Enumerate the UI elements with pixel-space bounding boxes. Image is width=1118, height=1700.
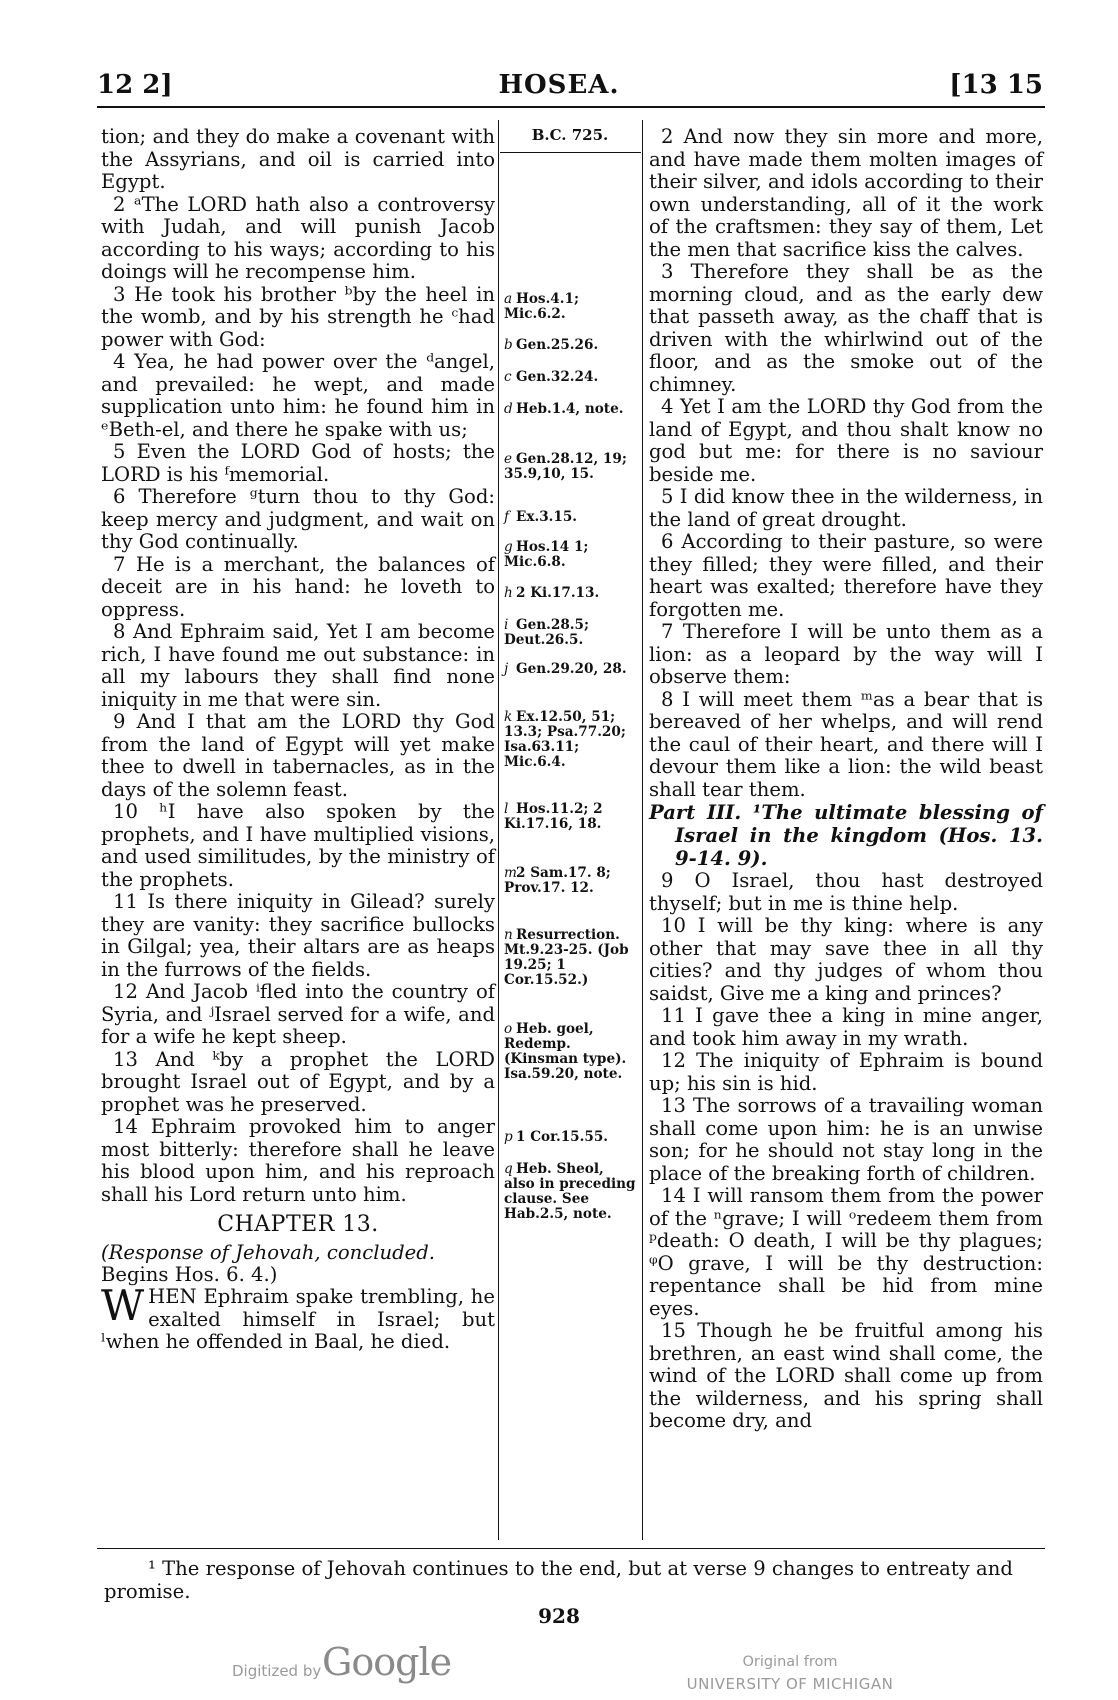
- margin-note-i: [504, 618, 636, 648]
- margin-divider-right: [642, 120, 643, 1540]
- margin-note-text: Heb. goel, Redemp. (Kinsman type). Isa.59.20, note.: [504, 1021, 627, 1082]
- margin-note-letter: n: [504, 927, 513, 943]
- verse-12-12: 12 And Jacob ⁱfled into the country of Syria, and ʲIsrael served for a wife, and for a wife he kept sheep.: [101, 980, 495, 1048]
- verse-13-4: 4 Yet I am the LORD thy God from the land of Egypt, and thou shalt know no god but me: for there is no saviour beside me.: [649, 395, 1043, 486]
- verse-13-15: 15 Though he be fruitful among his brethren, an east wind shall come, the wind of the LORD shall come up from the wilderness, and his spring shall become dry, and: [649, 1319, 1043, 1432]
- margin-references-column: [504, 126, 636, 1222]
- margin-note-d: [504, 402, 636, 417]
- chapter-subtitle: (Response of Jehovah, concluded.: [101, 1240, 436, 1264]
- verse-13-2: 2 And now they sin more and more, and have made them molten images of their silver, and idols according to their own understanding, all of it the work of the craftsmen: they say of them, Let the men that sacrifice kiss the calves.: [649, 125, 1043, 261]
- margin-note-text: 2 Ki.17.13.: [516, 585, 600, 601]
- verse-12-3: 3 He took his brother ᵇby the heel in the womb, and by his strength he ᶜhad power with God:: [101, 282, 495, 351]
- verse-13-7: 7 Therefore I will be unto them as a lion: as a leopard by the way will I observe them:: [649, 620, 1043, 688]
- margin-note-letter: f: [504, 509, 510, 525]
- verse-13-6: 6 According to their pasture, so were they filled; they were filled, and their heart was exalted; therefore have they forgotten me.: [649, 530, 1043, 621]
- verse-12-6: 6 Therefore ᵍturn thou to thy God: keep mercy and judgment, and wait on thy God continually.: [101, 485, 495, 553]
- margin-note-letter: e: [504, 451, 513, 467]
- verse-13-8: 8 I will meet them ᵐas a bear that is bereaved of her whelps, and will rend the caul of their heart, and there will I devour them like a lion: the wild beast shall tear them.: [649, 687, 1043, 801]
- margin-note-a: [504, 292, 636, 322]
- margin-note-letter: l: [504, 801, 509, 817]
- margin-note-g: [504, 540, 636, 570]
- margin-note-letter: m: [504, 865, 517, 881]
- header-chapter-verse-start: 12 2]: [97, 70, 173, 100]
- margin-note-text: 2 Sam.17. 8; Prov.17. 12.: [504, 865, 611, 896]
- margin-note-text: Gen.28.5; Deut.26.5.: [504, 617, 590, 648]
- margin-note-text: Gen.25.26.: [516, 337, 599, 353]
- margin-note-text: Gen.28.12, 19; 35.9,10, 15.: [504, 451, 627, 482]
- margin-note-letter: o: [504, 1021, 513, 1037]
- left-text-column: [101, 126, 495, 1354]
- margin-note-letter: q: [504, 1161, 513, 1177]
- verse-12-8: 8 And Ephraim said, Yet I am become rich, I have found me out substance: in all my labours they shall find none iniquity in me that were sin.: [101, 620, 495, 711]
- margin-note-letter: h: [504, 585, 513, 601]
- margin-note-e: [504, 452, 636, 482]
- verse-13-12: 12 The iniquity of Ephraim is bound up; his sin is hid.: [649, 1049, 1043, 1095]
- verse-13-10: 10 I will be thy king: where is any other that may save thee in all thy cities? and thy judges of whom thou saidst, Give me a king and princes?: [649, 914, 1043, 1005]
- margin-note-text: Ex.3.15.: [516, 509, 578, 525]
- margin-divider-left: [498, 120, 499, 1540]
- verse-13-11: 11 I gave thee a king in mine anger, and took him away in my wrath.: [649, 1004, 1043, 1050]
- original-from-label: Original from: [742, 1654, 838, 1670]
- margin-note-text: Ex.12.50, 51; 13.3; Psa.77.20; Isa.63.11; Mic.6.4.: [504, 709, 626, 770]
- margin-note-letter: p: [504, 1129, 513, 1145]
- margin-note-k: [504, 710, 636, 770]
- margin-note-text: 1 Cor.15.55.: [516, 1129, 609, 1145]
- page-number: 928: [538, 1604, 580, 1628]
- verse-12-4: 4 Yea, he had power over the ᵈangel, and prevailed: he wept, and made supplication unto him: he found him in ᵉBeth-el, and there he spake with us;: [101, 350, 495, 441]
- library-name: UNIVERSITY OF MICHIGAN: [686, 1675, 894, 1693]
- verse-12-13: 13 And ᵏby a prophet the LORD brought Israel out of Egypt, and by a prophet was he preserved.: [101, 1047, 495, 1116]
- margin-note-text: Resurrection. Mt.9.23-25. (Job 19.25; 1 Cor.15.52.): [504, 927, 629, 988]
- margin-note-q: [504, 1162, 636, 1222]
- verse-13-13: 13 The sorrows of a travailing woman shall come upon him: he is an unwise son; for he should not stay long in the place of the breaking forth of children.: [649, 1094, 1043, 1185]
- verse-13-14: 14 I will ransom them from the power of the ⁿgrave; I will ᵒredeem them from ᵖdeath: O death, I will be thy plagues; ᵠO grave, I will be thy destruction: repentance shall be hid from mine eyes.: [649, 1184, 1043, 1320]
- margin-note-text: Hos.11.2; 2 Ki.17.16, 18.: [504, 801, 603, 832]
- margin-note-b: [504, 338, 636, 353]
- margin-note-l: [504, 802, 636, 832]
- section-heading-part-iii: Part III. ¹The ultimate blessing of Israel in the kingdom (Hos. 13. 9-14. 9).: [649, 801, 1043, 870]
- margin-note-letter: k: [504, 709, 513, 725]
- chapter-subtitle-reference: Begins Hos. 6. 4.): [101, 1262, 278, 1286]
- chapter-heading: CHAPTER 13.: [217, 1212, 379, 1237]
- margin-note-j: [504, 662, 636, 677]
- margin-note-h: [504, 586, 636, 601]
- google-logo: Google: [322, 1640, 452, 1684]
- margin-note-m: [504, 866, 636, 896]
- margin-note-letter: j: [504, 661, 509, 677]
- margin-note-letter: g: [504, 539, 513, 555]
- footnote-rule: [97, 1548, 1045, 1549]
- verse-13-1-text: HEN Ephraim spake trembling, he exalted himself in Israel; but ˡwhen he offended in Baal, he died.: [101, 1285, 495, 1353]
- margin-note-text: Hos.14 1; Mic.6.8.: [504, 539, 589, 570]
- margin-note-n: [504, 928, 636, 988]
- header-rule: [97, 106, 1045, 108]
- footnote: ¹ The response of Jehovah continues to the end, but at verse 9 changes to entreaty and promise.: [104, 1557, 1013, 1603]
- margin-date-rule: [500, 152, 641, 153]
- margin-note-text: Hos.4.1; Mic.6.2.: [504, 291, 579, 322]
- drop-cap: W: [101, 1281, 145, 1330]
- margin-note-text: Heb.1.4, note.: [516, 401, 624, 417]
- verse-12-11: 11 Is there iniquity in Gilead? surely they are vanity: they sacrifice bullocks in Gilgal; yea, their altars are as heaps in the furrows of the fields.: [101, 890, 495, 981]
- margin-note-text: Gen.29.20, 28.: [516, 661, 627, 677]
- margin-note-c: [504, 370, 636, 385]
- margin-note-p: [504, 1130, 636, 1145]
- verse-12-10: 10 ʰI have also spoken by the prophets, and I have multiplied visions, and used similitudes, by the ministry of the prophets.: [101, 800, 495, 891]
- verse-12-14: 14 Ephraim provoked him to anger most bitterly: therefore shall he leave his blood upon him, and his reproach shall his Lord return unto him.: [101, 1115, 495, 1206]
- margin-note-text: Heb. Sheol, also in preceding clause. See Hab.2.5, note.: [504, 1161, 636, 1222]
- header-chapter-verse-end: [13 15: [949, 70, 1043, 100]
- margin-note-f: [504, 510, 636, 525]
- verse-12-5: 5 Even the LORD God of hosts; the LORD is his ᶠmemorial.: [101, 440, 495, 486]
- margin-note-letter: b: [504, 337, 513, 353]
- right-text-column: [649, 126, 1043, 1433]
- margin-note-letter: c: [504, 369, 512, 385]
- margin-note-letter: i: [504, 617, 509, 633]
- margin-date: B.C. 725.: [531, 126, 609, 144]
- verse-13-1: [101, 1281, 495, 1354]
- verse-12-9: 9 And I that am the LORD thy God from the land of Egypt will yet make thee to dwell in tabernacles, as in the days of the solemn feast.: [101, 710, 495, 801]
- margin-note-text: Gen.32.24.: [516, 369, 599, 385]
- verse-12-1-continued: tion; and they do make a covenant with the Assyrians, and oil is carried into Egypt.: [101, 125, 495, 193]
- page-title: HOSEA.: [498, 70, 620, 100]
- verse-12-7: 7 He is a merchant, the balances of deceit are in his hand: he loveth to oppress.: [101, 552, 495, 621]
- margin-note-letter: d: [504, 401, 513, 417]
- verse-13-5: 5 I did know thee in the wilderness, in the land of great drought.: [649, 485, 1043, 531]
- verse-13-9: 9 O Israel, thou hast destroyed thyself; but in me is thine help.: [649, 869, 1043, 915]
- margin-note-letter: a: [504, 291, 513, 307]
- digitized-by-label: Digitized by: [232, 1662, 322, 1680]
- verse-13-3: 3 Therefore they shall be as the morning cloud, and as the early dew that passeth away, as the chaff that is driven with the whirlwind out of the floor, and as the smoke out of the chimney.: [649, 260, 1043, 396]
- margin-note-o: [504, 1022, 636, 1082]
- verse-12-2: 2 ᵃThe LORD hath also a controversy with Judah, and will punish Jacob according to his ways; according to his doings will he recompense him.: [101, 192, 495, 283]
